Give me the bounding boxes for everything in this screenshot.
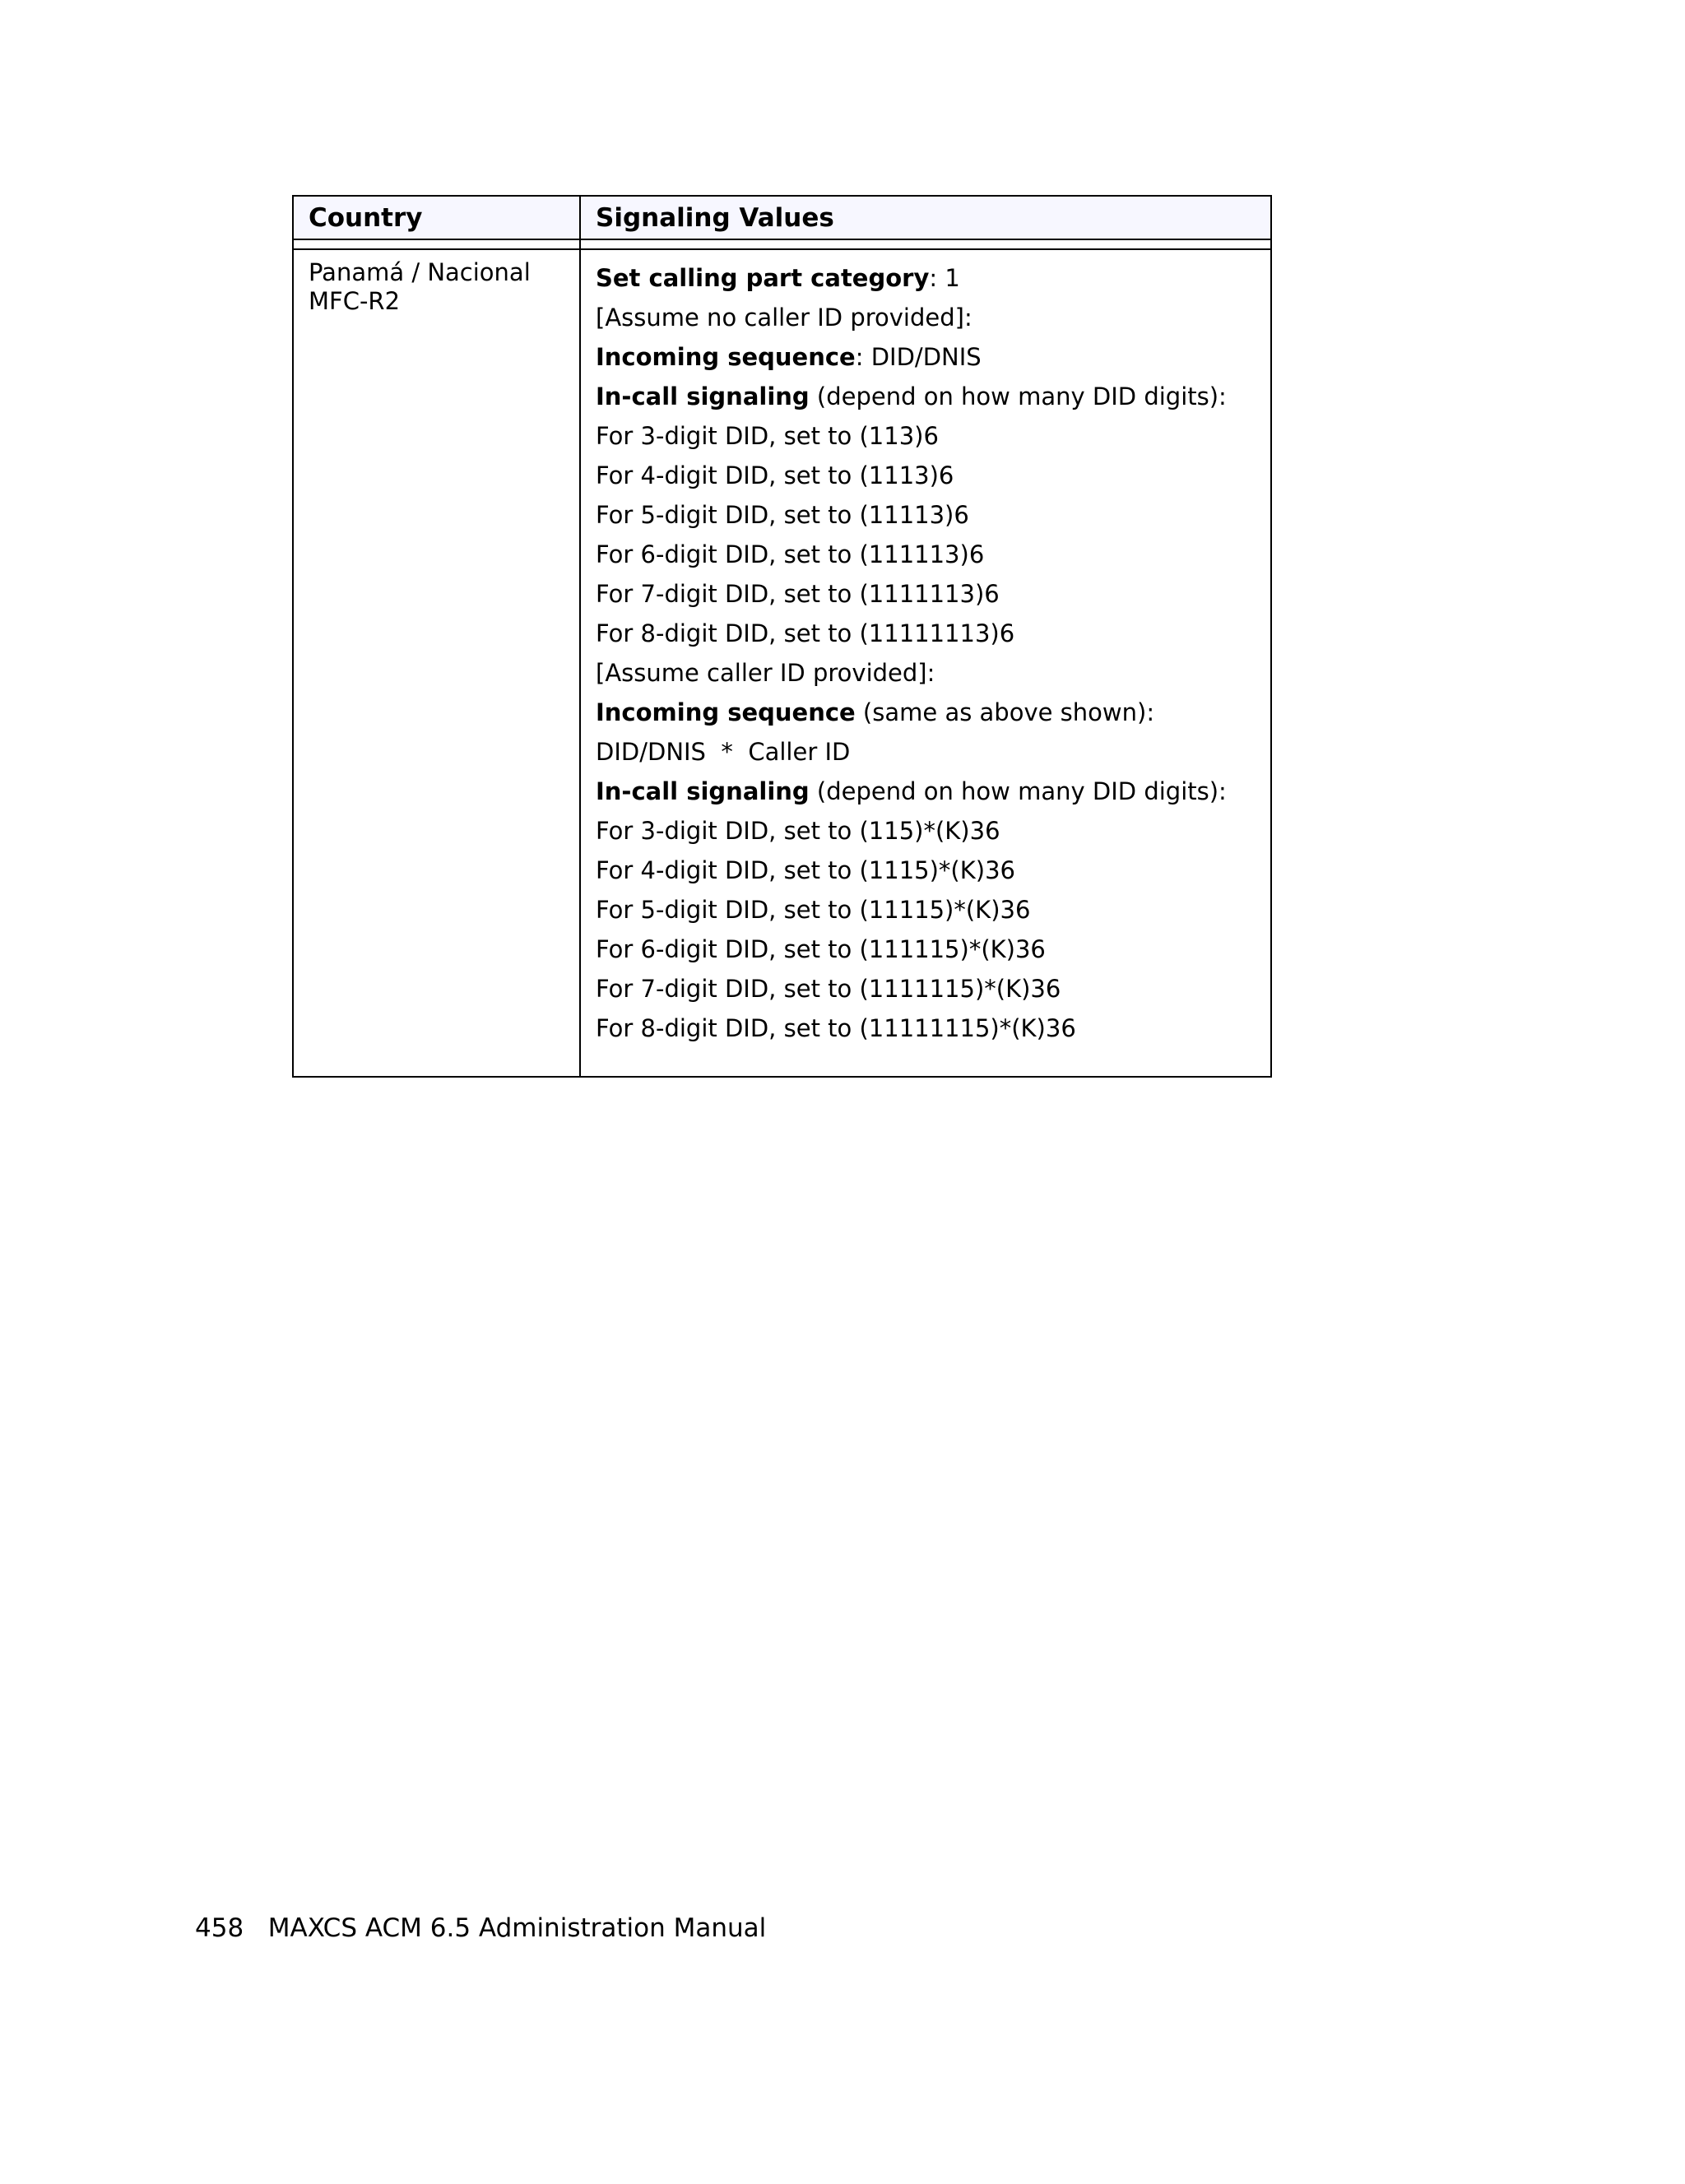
- signaling-line: [596, 495, 1256, 535]
- signaling-line-text: For 7-digit DID, set to (1111113)6: [596, 580, 1000, 608]
- signaling-line: [596, 377, 1256, 416]
- signaling-line-label: In-call signaling: [596, 383, 810, 410]
- header-separator-cell: [580, 239, 1271, 249]
- signaling-line: [596, 693, 1256, 732]
- country-protocol: MFC-R2: [309, 287, 401, 315]
- signaling-cell: [580, 249, 1271, 1077]
- signaling-line: [596, 456, 1256, 495]
- signaling-line-text: For 4-digit DID, set to (1113)6: [596, 461, 954, 489]
- signaling-line-text: For 6-digit DID, set to (111115)*(K)36: [596, 935, 1046, 963]
- signaling-line-label: Incoming sequence: [596, 698, 856, 726]
- signaling-line: [596, 337, 1256, 377]
- signaling-line-text: For 4-digit DID, set to (1115)*(K)36: [596, 856, 1015, 884]
- signaling-line: [596, 574, 1256, 614]
- signaling-line-text: (depend on how many DID digits):: [809, 777, 1227, 805]
- signaling-line: [596, 772, 1256, 811]
- signaling-line-text: DID/DNIS * Caller ID: [596, 738, 851, 766]
- signaling-line: [596, 890, 1256, 930]
- signaling-line-text: For 8-digit DID, set to (11111113)6: [596, 619, 1015, 647]
- signaling-line: [596, 416, 1256, 456]
- signaling-line: [596, 930, 1256, 969]
- table-header-row: [293, 196, 1271, 239]
- signaling-line-text: (same as above shown):: [855, 698, 1155, 726]
- signaling-line: [596, 969, 1256, 1009]
- signaling-line-label: Incoming sequence: [596, 343, 856, 371]
- signaling-line: [596, 653, 1256, 693]
- signaling-line-text: For 6-digit DID, set to (111113)6: [596, 540, 985, 568]
- signaling-line-text: For 5-digit DID, set to (11115)*(K)36: [596, 896, 1031, 924]
- country-cell: [293, 249, 580, 1077]
- country-column-header: Country: [293, 196, 580, 239]
- signaling-column-header: Signaling Values: [580, 196, 1271, 239]
- signaling-line-text: [Assume no caller ID provided]:: [596, 304, 972, 332]
- signaling-line-text: For 3-digit DID, set to (113)6: [596, 422, 939, 450]
- table-row: [293, 249, 1271, 1077]
- signaling-line-text: : DID/DNIS: [855, 343, 982, 371]
- signaling-line-text: (depend on how many DID digits):: [809, 383, 1227, 410]
- header-separator-cell: [293, 239, 580, 249]
- signaling-table: [292, 195, 1272, 1078]
- page-footer: [195, 1913, 766, 1943]
- signaling-line: [596, 1009, 1256, 1048]
- country-name: Panamá / Nacional: [309, 258, 531, 286]
- signaling-line: [596, 732, 1256, 772]
- signaling-line-text: [Assume caller ID provided]:: [596, 659, 935, 687]
- signaling-line: [596, 811, 1256, 851]
- signaling-line-text: For 5-digit DID, set to (11113)6: [596, 501, 969, 529]
- signaling-line: [596, 614, 1256, 653]
- page-number: 458: [195, 1913, 244, 1943]
- signaling-line: [596, 258, 1256, 298]
- signaling-line-text: For 8-digit DID, set to (11111115)*(K)36: [596, 1014, 1076, 1042]
- signaling-line: [596, 298, 1256, 337]
- signaling-line: [596, 851, 1256, 890]
- signaling-line-text: For 7-digit DID, set to (1111115)*(K)36: [596, 975, 1061, 1003]
- manual-title: MAXCS ACM 6.5 Administration Manual: [267, 1913, 767, 1943]
- signaling-line: [596, 535, 1256, 574]
- signaling-line-label: In-call signaling: [596, 777, 810, 805]
- signaling-line-text: For 3-digit DID, set to (115)*(K)36: [596, 817, 1000, 845]
- signaling-line-text: : 1: [929, 264, 960, 292]
- header-separator-row: [293, 239, 1271, 249]
- signaling-line-label: Set calling part category: [596, 264, 930, 292]
